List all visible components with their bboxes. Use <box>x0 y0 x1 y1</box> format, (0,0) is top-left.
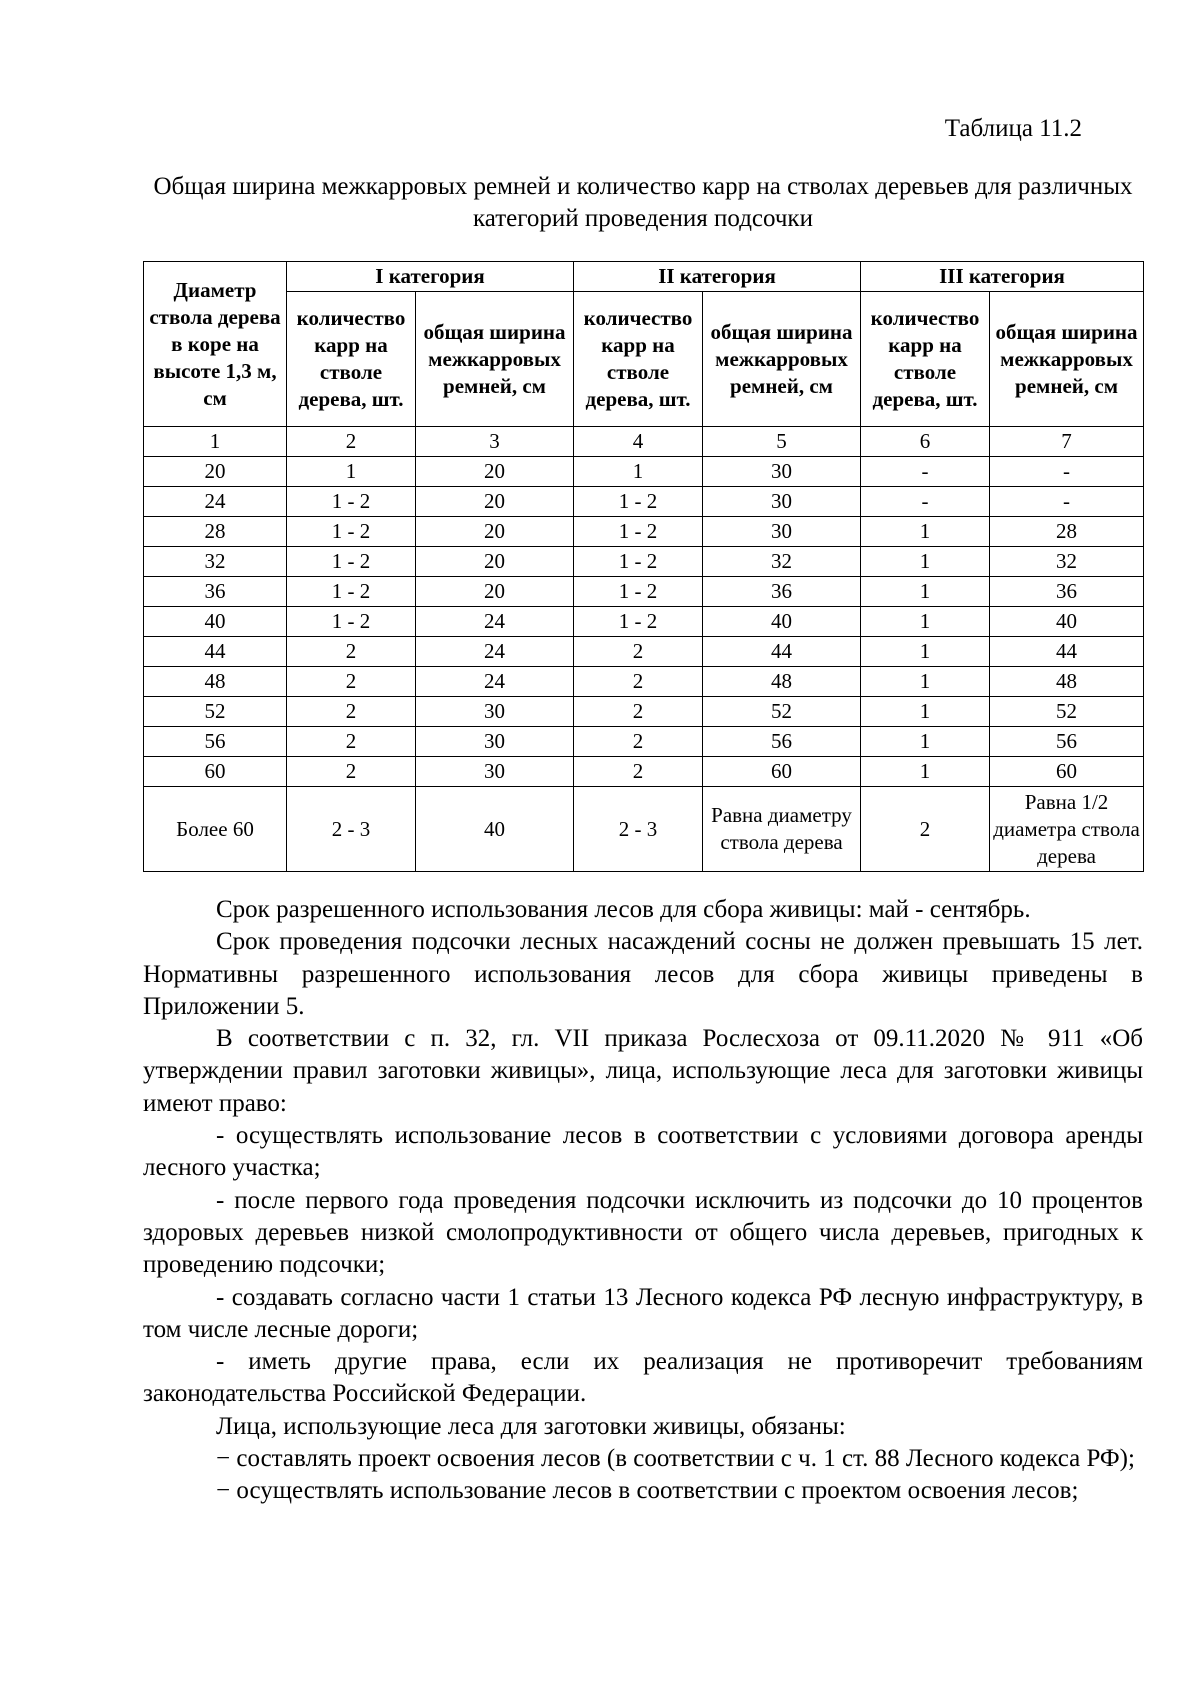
value-cell: 1 <box>861 577 990 607</box>
table-row <box>144 757 1144 787</box>
value-cell: 2 <box>574 757 703 787</box>
value-cell: 36 <box>990 577 1144 607</box>
value-cell: 2 <box>574 637 703 667</box>
value-cell: 32 <box>990 547 1144 577</box>
value-cell: - <box>990 487 1144 517</box>
value-cell: 1 - 2 <box>574 607 703 637</box>
value-cell: 56 <box>990 727 1144 757</box>
diameter-cell: 36 <box>144 577 287 607</box>
table-row <box>144 457 1144 487</box>
header-width: общая ширина межкарровых ремней, см <box>416 292 574 427</box>
value-cell: 1 <box>861 607 990 637</box>
value-cell: 24 <box>416 607 574 637</box>
value-cell: 36 <box>703 577 861 607</box>
value-cell: 44 <box>990 637 1144 667</box>
diameter-cell: 28 <box>144 517 287 547</box>
paragraph: Срок разрешенного использования лесов для сбора живицы: май - сентябрь. <box>216 896 1031 923</box>
value-cell: 60 <box>990 757 1144 787</box>
column-number: 2 <box>287 427 416 457</box>
value-cell: 2 - 3 <box>574 787 703 872</box>
header-row-categories <box>144 262 1144 292</box>
value-cell: 2 <box>287 667 416 697</box>
value-cell: 30 <box>703 457 861 487</box>
value-cell: 1 <box>861 727 990 757</box>
value-cell: 1 - 2 <box>574 517 703 547</box>
paragraph: - после первого года проведения подсочки исключить из подсочки до 10 процентов здоровых деревьев низкой смолопродуктивности от общего числа деревьев, пригодных к проведению подсочки; <box>143 1186 1143 1279</box>
header-count: количество карр на стволе дерева, шт. <box>861 292 990 427</box>
value-cell: - <box>990 457 1144 487</box>
column-number: 3 <box>416 427 574 457</box>
value-cell: 1 <box>574 457 703 487</box>
value-cell: 2 <box>287 637 416 667</box>
value-cell: 52 <box>990 697 1144 727</box>
value-cell: 1 - 2 <box>574 577 703 607</box>
column-number: 6 <box>861 427 990 457</box>
value-cell: 1 <box>861 637 990 667</box>
value-cell: 20 <box>416 577 574 607</box>
table-label: Таблица 11.2 <box>944 115 1082 142</box>
value-cell: 2 <box>287 757 416 787</box>
column-number-row <box>144 427 1144 457</box>
diameter-cell: 60 <box>144 757 287 787</box>
table-row <box>144 637 1144 667</box>
header-count: количество карр на стволе дерева, шт. <box>287 292 416 427</box>
value-cell: 20 <box>416 457 574 487</box>
value-cell: 40 <box>990 607 1144 637</box>
value-cell: 24 <box>416 667 574 697</box>
diameter-cell: 40 <box>144 607 287 637</box>
header-category-2: II категория <box>574 262 861 292</box>
diameter-cell: 32 <box>144 547 287 577</box>
value-cell: 1 - 2 <box>287 577 416 607</box>
header-width: общая ширина межкарровых ремней, см <box>703 292 861 427</box>
value-cell: 30 <box>703 487 861 517</box>
value-cell: 32 <box>703 547 861 577</box>
value-cell: 1 - 2 <box>287 517 416 547</box>
header-row-subcolumns <box>144 292 1144 427</box>
value-cell: 1 - 2 <box>287 487 416 517</box>
value-cell: 20 <box>416 547 574 577</box>
diameter-cell: 24 <box>144 487 287 517</box>
diameter-cell: 48 <box>144 667 287 697</box>
value-cell: - <box>861 457 990 487</box>
header-count: количество карр на стволе дерева, шт. <box>574 292 703 427</box>
value-cell: Равна 1/2 диаметра ствола дерева <box>990 787 1144 872</box>
value-cell: - <box>861 487 990 517</box>
value-cell: 1 - 2 <box>574 547 703 577</box>
paragraph: В соответствии с п. 32, гл. VII приказа Рослесхоза от 09.11.2020 № 911 «Об утверждении правил заготовки живицы», лица, использующие леса для заготовки живицы имеют право: <box>143 1025 1143 1117</box>
value-cell: 2 <box>287 727 416 757</box>
value-cell: 1 <box>861 517 990 547</box>
column-number: 5 <box>703 427 861 457</box>
column-number: 4 <box>574 427 703 457</box>
value-cell: 1 <box>861 667 990 697</box>
value-cell: 30 <box>416 727 574 757</box>
value-cell: 40 <box>703 607 861 637</box>
paragraph: Срок проведения подсочки лесных насаждений сосны не должен превышать 15 лет. Нормативны разрешенного использования лесов для сбора живицы приведены в Приложении 5. <box>143 928 1143 1020</box>
value-cell: 1 - 2 <box>574 487 703 517</box>
value-cell: 30 <box>416 697 574 727</box>
table-row <box>144 577 1144 607</box>
value-cell: 44 <box>703 637 861 667</box>
table-row <box>144 667 1144 697</box>
table-row <box>144 697 1144 727</box>
paragraph: - иметь другие права, если их реализация не противоречит требованиям законодательства Российской Федерации. <box>143 1348 1143 1408</box>
table-row <box>144 607 1144 637</box>
value-cell: 28 <box>990 517 1144 547</box>
diameter-cell: 56 <box>144 727 287 757</box>
table-row <box>144 547 1144 577</box>
diameter-cell: 20 <box>144 457 287 487</box>
value-cell: 1 - 2 <box>287 607 416 637</box>
table-caption: Общая ширина межкарровых ремней и количество карр на стволах деревьев для различных категорий проведения подсочки <box>153 173 1133 232</box>
value-cell: 1 - 2 <box>287 547 416 577</box>
value-cell: 48 <box>990 667 1144 697</box>
column-number: 1 <box>144 427 287 457</box>
value-cell: 40 <box>416 787 574 872</box>
value-cell: 56 <box>703 727 861 757</box>
value-cell: 1 <box>287 457 416 487</box>
value-cell: 2 <box>574 667 703 697</box>
paragraph: − осуществлять использование лесов в соответствии с проектом освоения лесов; <box>216 1477 1079 1505</box>
value-cell: 60 <box>703 757 861 787</box>
header-width: общая ширина межкарровых ремней, см <box>990 292 1144 427</box>
value-cell: 2 <box>574 697 703 727</box>
paragraph: - осуществлять использование лесов в соответствии с условиями договора аренды лесного участка; <box>143 1122 1143 1182</box>
value-cell: 1 <box>861 697 990 727</box>
table-row <box>144 727 1144 757</box>
value-cell: 2 <box>287 697 416 727</box>
diameter-cell: Более 60 <box>144 787 287 872</box>
value-cell: 1 <box>861 547 990 577</box>
diameter-cell: 52 <box>144 697 287 727</box>
table-row <box>144 787 1144 872</box>
value-cell: Равна диаметру ствола дерева <box>703 787 861 872</box>
header-diameter: Диаметр ствола дерева в коре на высоте 1,3 м, см <box>144 262 287 427</box>
tapping-norms-table <box>143 261 1144 872</box>
value-cell: 20 <box>416 517 574 547</box>
header-category-3: III категория <box>861 262 1144 292</box>
value-cell: 30 <box>416 757 574 787</box>
value-cell: 2 <box>574 727 703 757</box>
table-row <box>144 487 1144 517</box>
value-cell: 1 <box>861 757 990 787</box>
value-cell: 2 <box>861 787 990 872</box>
value-cell: 24 <box>416 637 574 667</box>
header-category-1: I категория <box>287 262 574 292</box>
value-cell: 52 <box>703 697 861 727</box>
value-cell: 48 <box>703 667 861 697</box>
paragraph: Лица, использующие леса для заготовки живицы, обязаны: <box>216 1412 846 1440</box>
paragraph: - создавать согласно части 1 статьи 13 Лесного кодекса РФ лесную инфраструктуру, в том числе лесные дороги; <box>143 1283 1143 1343</box>
column-number: 7 <box>990 427 1144 457</box>
diameter-cell: 44 <box>144 637 287 667</box>
table-row <box>144 517 1144 547</box>
value-cell: 20 <box>416 487 574 517</box>
body-text <box>143 894 1143 1508</box>
value-cell: 2 - 3 <box>287 787 416 872</box>
paragraph: − составлять проект освоения лесов (в соответствии с ч. 1 ст. 88 Лесного кодекса РФ); <box>216 1445 1135 1473</box>
value-cell: 30 <box>703 517 861 547</box>
